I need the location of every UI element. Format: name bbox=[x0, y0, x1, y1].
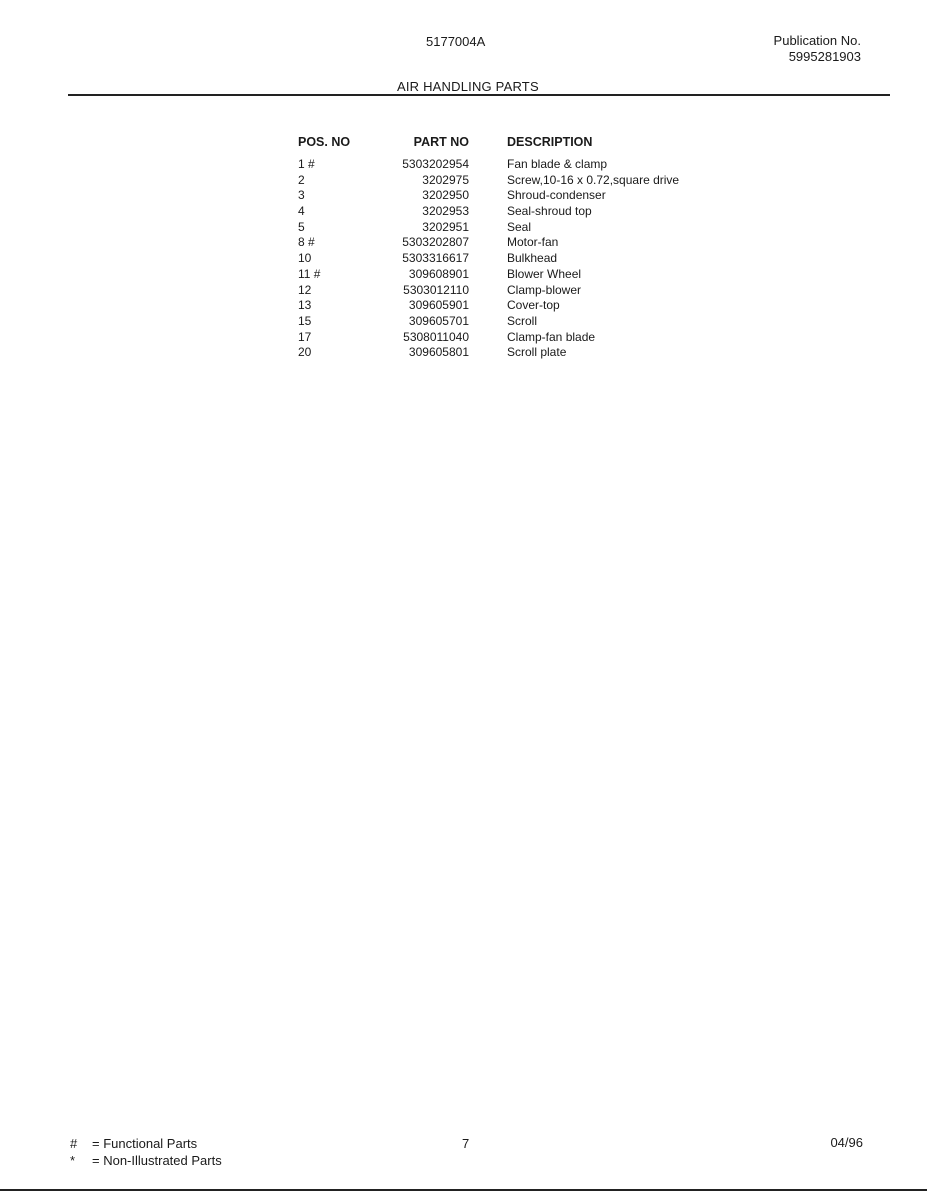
table-row bbox=[298, 173, 679, 189]
description-cell: Seal bbox=[507, 219, 532, 234]
part-no-cell: 309608901 bbox=[408, 266, 469, 281]
pos-no-cell: 1 # bbox=[298, 157, 315, 171]
pos-no-cell: 12 bbox=[298, 282, 312, 297]
table-row bbox=[298, 298, 679, 314]
section-title: AIR HANDLING PARTS bbox=[397, 79, 539, 94]
table-row bbox=[298, 283, 679, 299]
parts-table-header bbox=[298, 133, 679, 153]
part-no-cell: 5303316617 bbox=[402, 251, 469, 266]
description-cell: Clamp-fan blade bbox=[507, 329, 596, 344]
table-row bbox=[298, 345, 679, 361]
part-no-cell: 309605701 bbox=[408, 313, 469, 328]
legend-text: = Functional Parts bbox=[92, 1136, 198, 1151]
column-header-part-no: PART NO bbox=[413, 135, 469, 149]
table-row bbox=[298, 267, 679, 283]
table-row bbox=[298, 251, 679, 267]
description-cell: Fan blade & clamp bbox=[507, 157, 608, 171]
part-no-cell: 3202950 bbox=[422, 188, 469, 203]
description-cell: Cover-top bbox=[507, 298, 560, 313]
legend-text: = Non-Illustrated Parts bbox=[92, 1153, 222, 1168]
model-number: 5177004A bbox=[426, 34, 486, 49]
part-no-cell: 3202953 bbox=[422, 204, 469, 219]
legend-symbol: # bbox=[70, 1136, 78, 1151]
pos-no-cell: 4 bbox=[298, 204, 305, 219]
publication-label: Publication No. bbox=[773, 33, 861, 48]
part-no-cell: 5303202807 bbox=[402, 235, 469, 250]
description-cell: Seal-shroud top bbox=[507, 204, 592, 219]
table-row bbox=[298, 204, 679, 220]
header-rule bbox=[68, 94, 890, 96]
pos-no-cell: 15 bbox=[298, 313, 312, 328]
table-row bbox=[298, 314, 679, 330]
part-no-cell: 309605801 bbox=[408, 345, 469, 360]
pos-no-cell: 17 bbox=[298, 329, 312, 344]
pos-no-cell: 20 bbox=[298, 345, 312, 360]
column-header-pos-no: POS. NO bbox=[298, 135, 351, 149]
parts-table bbox=[298, 133, 679, 361]
publication-number: 5995281903 bbox=[788, 49, 861, 64]
pos-no-cell: 13 bbox=[298, 298, 312, 313]
legend-item-non-illustrated bbox=[70, 1152, 222, 1169]
description-cell: Screw,10-16 x 0.72,square drive bbox=[507, 172, 680, 187]
pos-no-cell: 8 # bbox=[298, 235, 315, 250]
pos-no-cell: 2 bbox=[298, 172, 305, 187]
table-row bbox=[298, 330, 679, 346]
legend-symbol: * bbox=[70, 1153, 76, 1168]
part-no-cell: 3202951 bbox=[422, 219, 469, 234]
pos-no-cell: 11 # bbox=[298, 266, 321, 281]
legend bbox=[70, 1135, 222, 1169]
description-cell: Bulkhead bbox=[507, 251, 558, 266]
description-cell: Clamp-blower bbox=[507, 282, 582, 297]
description-cell: Scroll bbox=[507, 313, 538, 328]
part-no-cell: 5303202954 bbox=[402, 157, 469, 171]
table-row bbox=[298, 188, 679, 204]
legend-item-functional bbox=[70, 1135, 222, 1152]
pos-no-cell: 10 bbox=[298, 251, 312, 266]
table-row bbox=[298, 157, 679, 173]
description-cell: Blower Wheel bbox=[507, 266, 582, 281]
description-cell: Scroll plate bbox=[507, 345, 567, 360]
part-no-cell: 5308011040 bbox=[403, 329, 469, 344]
table-row bbox=[298, 235, 679, 251]
pos-no-cell: 3 bbox=[298, 188, 305, 203]
description-cell: Motor-fan bbox=[507, 235, 559, 250]
description-cell: Shroud-condenser bbox=[507, 188, 606, 203]
part-no-cell: 5303012110 bbox=[403, 282, 469, 297]
footer-rule bbox=[0, 1189, 927, 1191]
pos-no-cell: 5 bbox=[298, 219, 305, 234]
table-row bbox=[298, 220, 679, 236]
revision-date: 04/96 bbox=[830, 1135, 863, 1150]
part-no-cell: 309605901 bbox=[408, 298, 469, 313]
column-header-description: DESCRIPTION bbox=[507, 135, 593, 149]
page-number: 7 bbox=[462, 1136, 470, 1151]
publication-block bbox=[774, 33, 861, 65]
part-no-cell: 3202975 bbox=[422, 172, 469, 187]
